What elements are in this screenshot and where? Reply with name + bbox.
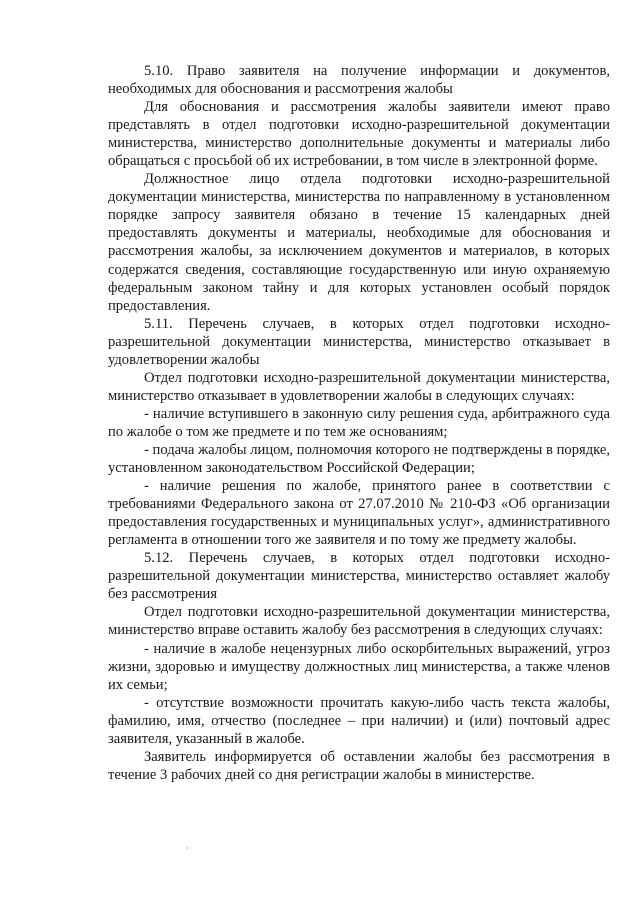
list-item: - наличие решения по жалобе, принятого ранее в соответствии с требованиями Федерального закона от 27.07.2010 № 210-ФЗ «Об организации предоставления государственных и муниципальных услуг», административного регламента в отношении того же заявителя и по тому же предмету жалобы. (108, 478, 610, 549)
paragraph: Заявитель информируется об оставлении жалобы без рассмотрения в течение 3 рабочих дней со дня регистрации жалобы в министерстве. (108, 748, 610, 783)
paragraph: Отдел подготовки исходно-разрешительной документации министерства, министерство отказывает в удовлетворении жалобы в следующих случаях: (108, 369, 610, 404)
paragraph: Отдел подготовки исходно-разрешительной документации министерства, министерство вправе оставить жалобу без рассмотрения в следующих случаях: (108, 604, 610, 639)
document-body (108, 62, 610, 784)
list-item: - отсутствие возможности прочитать какую-либо часть текста жалобы, фамилию, имя, отчество (последнее – при наличии) и (или) почтовый адрес заявителя, указанный в жалобе. (108, 694, 610, 747)
paragraph: Для обоснования и рассмотрения жалобы заявители имеют право представлять в отдел подготовки исходно-разрешительной документации министерства, министерство дополнительные документы и материалы либо обращаться с просьбой об их истребовании, в том числе в электронной форме. (108, 99, 610, 170)
section-heading-5-10: 5.10. Право заявителя на получение информации и документов, необходимых для обоснования и рассмотрения жалобы (108, 63, 610, 98)
section-heading-5-11: 5.11. Перечень случаев, в которых отдел подготовки исходно-разрешительной документации министерства, министерство отказывает в удовлетворении жалобы (108, 315, 610, 368)
list-item: - наличие вступившего в законную силу решения суда, арбитражного суда по жалобе о том же предмете и по тем же основаниям; (108, 405, 610, 440)
paragraph: Должностное лицо отдела подготовки исходно-разрешительной документации министерства, министерства по направленному в установленном порядке запросу заявителя обязано в течение 15 календарных дней предоставлять документы и материалы, необходимые для обоснования и рассмотрения жалобы, за исключением документов и материалов, в которых содержатся сведения, составляющие государственную или иную охраняемую федеральным законом тайну и для которых установлен особый порядок предоставления. (108, 171, 610, 314)
section-heading-5-12: 5.12. Перечень случаев, в которых отдел подготовки исходно-разрешительной документации министерства, министерство оставляет жалобу без рассмотрения (108, 550, 610, 603)
scan-speck (186, 847, 188, 849)
list-item: - наличие в жалобе нецензурных либо оскорбительных выражений, угроз жизни, здоровью и имуществу должностных лиц министерства, а также членов их семьи; (108, 640, 610, 693)
list-item: - подача жалобы лицом, полномочия которого не подтверждены в порядке, установленном законодательством Российской Федерации; (108, 441, 610, 477)
